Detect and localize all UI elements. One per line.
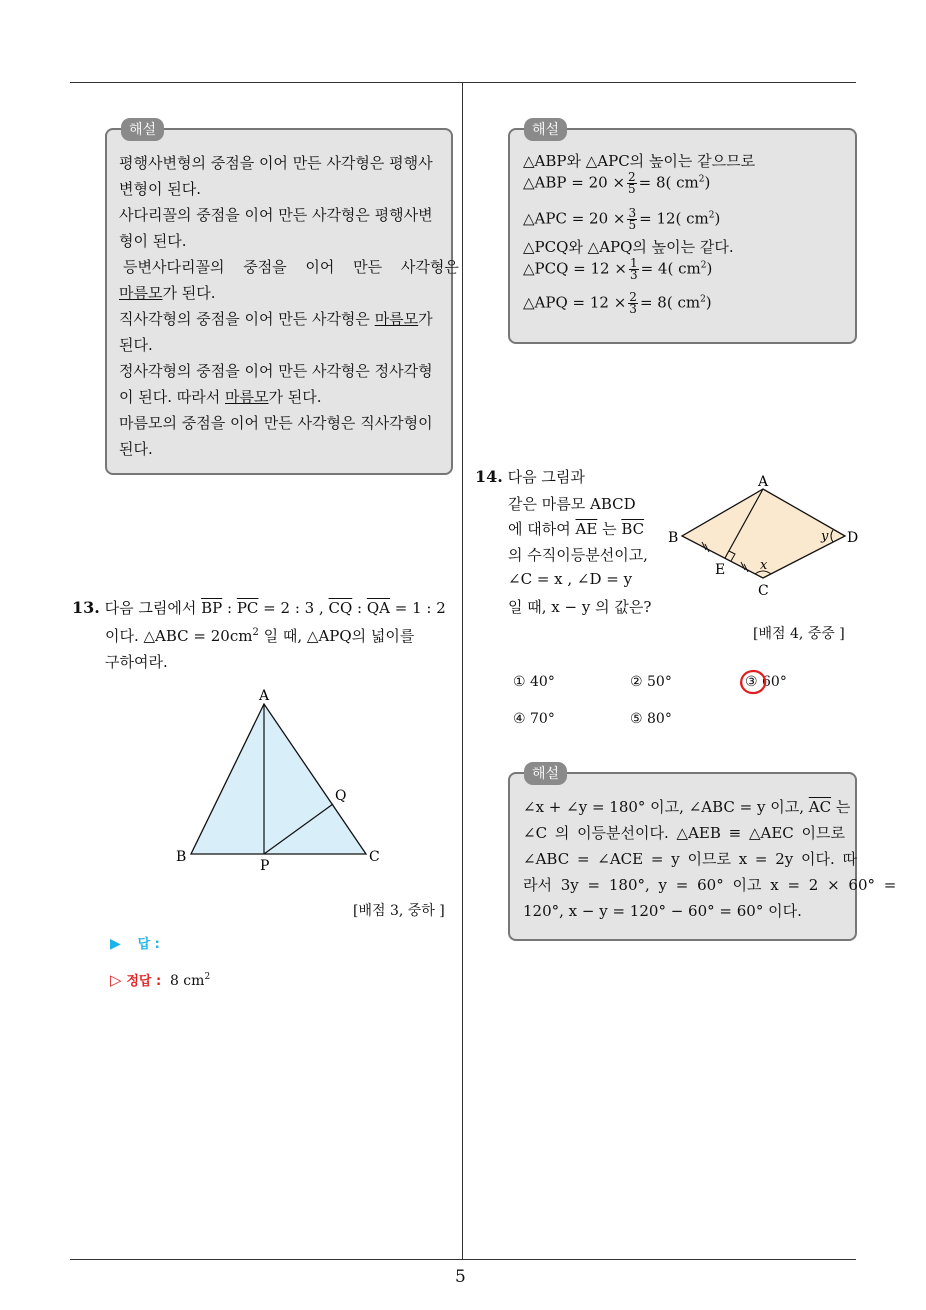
triangle-figure	[170, 680, 400, 880]
choice-3[interactable]: ③ 60°	[745, 674, 787, 690]
question-14-line5: ∠C = x , ∠D = y	[508, 570, 633, 588]
question-14-line2: 같은 마름모 ABCD	[508, 495, 636, 513]
question-text: :	[352, 599, 367, 617]
choice-4[interactable]: ④ 70°	[513, 711, 555, 727]
question-text: 는	[597, 520, 622, 538]
explanation-line: 된다.	[119, 440, 153, 458]
explanation-line	[119, 386, 322, 407]
question-text: = 1 : 2	[390, 599, 446, 617]
segment-bp: $\overline{BP}$	[201, 599, 223, 617]
page-number: 5	[455, 1267, 466, 1287]
fraction	[627, 208, 637, 231]
question-13-line3: 구하여라.	[105, 653, 168, 671]
top-rule	[70, 82, 856, 83]
question-text: = 2 : 3 ,	[258, 599, 329, 617]
explanation-tag: 해설	[524, 762, 567, 785]
label-e: E	[715, 562, 726, 578]
question-13-line2	[105, 625, 414, 646]
correct-answer-line	[110, 970, 210, 989]
selected-answer-circle-icon	[736, 666, 770, 696]
fraction	[629, 258, 639, 281]
explanation-line	[523, 172, 710, 195]
underlined-term: 마름모	[374, 310, 419, 328]
explanation-line	[523, 292, 712, 315]
explanation-text: ∠x + ∠y = 180° 이고, ∠ABC = y 이고,	[523, 798, 809, 816]
explanation-text: )	[705, 293, 712, 312]
numerator: 1	[629, 256, 638, 270]
choice-5[interactable]: ⑤ 80°	[630, 711, 672, 727]
explanation-box-13	[508, 122, 857, 344]
score-14: [배점 4, 중중 ]	[753, 626, 845, 642]
explanation-line: 정사각형의 중점을 이어 만든 사각형은 정사각형	[119, 362, 433, 380]
denominator: 3	[629, 302, 637, 316]
explanation-line	[119, 308, 433, 329]
answer-label: 답 :	[137, 937, 160, 952]
explanation-text: )	[704, 173, 711, 192]
explanation-text: = 12( cm	[639, 209, 709, 228]
explanation-line	[119, 282, 216, 303]
question-14-line6: 일 때, x − y 의 값은?	[508, 598, 652, 616]
explanation-text: 가 된다.	[162, 284, 216, 302]
explanation-line: 된다.	[119, 336, 153, 354]
question-text: 이다. △ABC = 20cm	[105, 627, 253, 645]
numerator: 2	[628, 170, 636, 184]
question-text: 일 때, △APQ의 넓이를	[258, 627, 415, 645]
label-c: C	[369, 849, 380, 865]
rhombus-figure	[665, 468, 865, 608]
label-p: P	[260, 858, 270, 874]
superscript: 2	[698, 174, 705, 185]
explanation-line: 형이 된다.	[119, 232, 187, 250]
explanation-line: 등변사다리꼴의 중점을 이어 만든 사각형은	[123, 258, 459, 276]
label-q: Q	[335, 788, 347, 804]
explanation-line: 라서 3y = 180°, y = 60° 이고 x = 2 × 60° =	[523, 876, 897, 894]
question-text: 다음 그림과	[507, 468, 585, 486]
explanation-text: △APC = 20 ×	[523, 209, 626, 228]
label-d: D	[847, 530, 859, 546]
choice-1[interactable]: ① 40°	[513, 674, 555, 690]
answer-line	[110, 933, 160, 952]
superscript: 2	[700, 260, 707, 271]
explanation-line: △PCQ와 △APQ의 높이는 같다.	[523, 238, 734, 256]
label-c: C	[758, 583, 769, 599]
superscript: 2	[708, 210, 715, 221]
explanation-tag: 해설	[524, 118, 567, 141]
explanation-text: △ABP = 20 ×	[523, 173, 626, 192]
explanation-line	[523, 796, 850, 817]
denominator: 3	[629, 268, 638, 282]
segment-qa: $\overline{QA}$	[366, 599, 391, 617]
explanation-box-14	[508, 766, 897, 941]
answer-marker-icon: ▶	[110, 936, 121, 952]
column-divider	[462, 83, 463, 1260]
explanation-text: 직사각형의 중점을 이어 만든 사각형은	[119, 310, 375, 328]
explanation-line: ∠ABC = ∠ACE = y 이므로 x = 2y 이다. 따	[523, 850, 858, 868]
correct-label: 정답 :	[126, 974, 162, 989]
segment-cq: $\overline{CQ}$	[328, 599, 353, 617]
explanation-line	[523, 208, 720, 231]
question-14	[475, 466, 585, 487]
segment-ac: $\overline{AC}$	[808, 798, 832, 816]
denominator: 5	[628, 218, 637, 232]
label-b: B	[668, 530, 679, 546]
explanation-box-left	[105, 122, 459, 475]
label-y: y	[821, 529, 829, 544]
bottom-rule	[70, 1259, 856, 1260]
question-14-line4: 의 수직이등분선이고,	[508, 546, 648, 564]
explanation-text: △PCQ = 12 ×	[523, 259, 627, 278]
explanation-text: 는	[831, 798, 851, 816]
explanation-text: 이 된다. 따라서	[119, 388, 226, 406]
explanation-text: = 8( cm	[639, 293, 701, 312]
explanation-text: )	[714, 209, 721, 228]
segment-bc: $\overline{BC}$	[621, 520, 645, 538]
explanation-line: △ABP와 △APC의 높이는 같으므로	[523, 152, 756, 170]
underlined-term: 마름모	[225, 388, 269, 406]
superscript: 2	[204, 972, 211, 982]
explanation-line: 사다리꼴의 중점을 이어 만든 사각형은 평행사변	[119, 206, 433, 224]
underlined-term: 마름모	[119, 284, 163, 302]
score-13: [배점 3, 중하 ]	[353, 903, 445, 919]
explanation-text: △APQ = 12 ×	[523, 293, 627, 312]
fraction	[627, 172, 637, 195]
question-text: 에 대하여	[508, 520, 576, 538]
explanation-text: 가 된다.	[268, 388, 322, 406]
explanation-line: 마름모의 중점을 이어 만든 사각형은 직사각형이	[119, 414, 433, 432]
question-14-line3	[508, 518, 644, 539]
question-text: :	[222, 599, 237, 617]
explanation-line: 변형이 된다.	[119, 180, 201, 198]
explanation-line: ∠C 의 이등분선이다. △AEB ≡ △AEC 이므로	[523, 824, 846, 842]
superscript: 2	[252, 627, 259, 638]
explanation-text: = 8( cm	[638, 173, 699, 192]
question-13	[72, 597, 446, 618]
explanation-text: 가	[418, 310, 433, 328]
triangle-abc	[191, 704, 366, 854]
question-text: 다음 그림에서	[104, 599, 202, 617]
segment-ae: $\overline{AE}$	[575, 520, 598, 538]
label-a: A	[758, 474, 769, 490]
numerator: 2	[629, 290, 637, 304]
explanation-line: 120°, x − y = 120° − 60° = 60° 이다.	[523, 902, 802, 920]
correct-value: 8 cm	[169, 973, 205, 989]
explanation-text: )	[706, 259, 713, 278]
segment-pc: $\overline{PC}$	[236, 599, 259, 617]
circle-stroke	[741, 671, 765, 693]
question-number: 13.	[72, 598, 100, 617]
label-x: x	[760, 558, 768, 573]
explanation-tag: 해설	[121, 118, 164, 141]
fraction	[628, 292, 638, 315]
question-number: 14.	[475, 467, 503, 486]
superscript: 2	[700, 294, 706, 305]
label-a: A	[259, 688, 270, 704]
label-b: B	[176, 849, 187, 865]
choice-2[interactable]: ② 50°	[630, 674, 672, 690]
denominator: 5	[628, 182, 636, 196]
correct-marker-icon: ▷	[110, 971, 122, 989]
numerator: 3	[628, 206, 637, 220]
explanation-text: = 4( cm	[640, 259, 701, 278]
explanation-line	[523, 258, 712, 281]
explanation-line: 평행사변형의 중점을 이어 만든 사각형은 평행사	[119, 154, 433, 172]
